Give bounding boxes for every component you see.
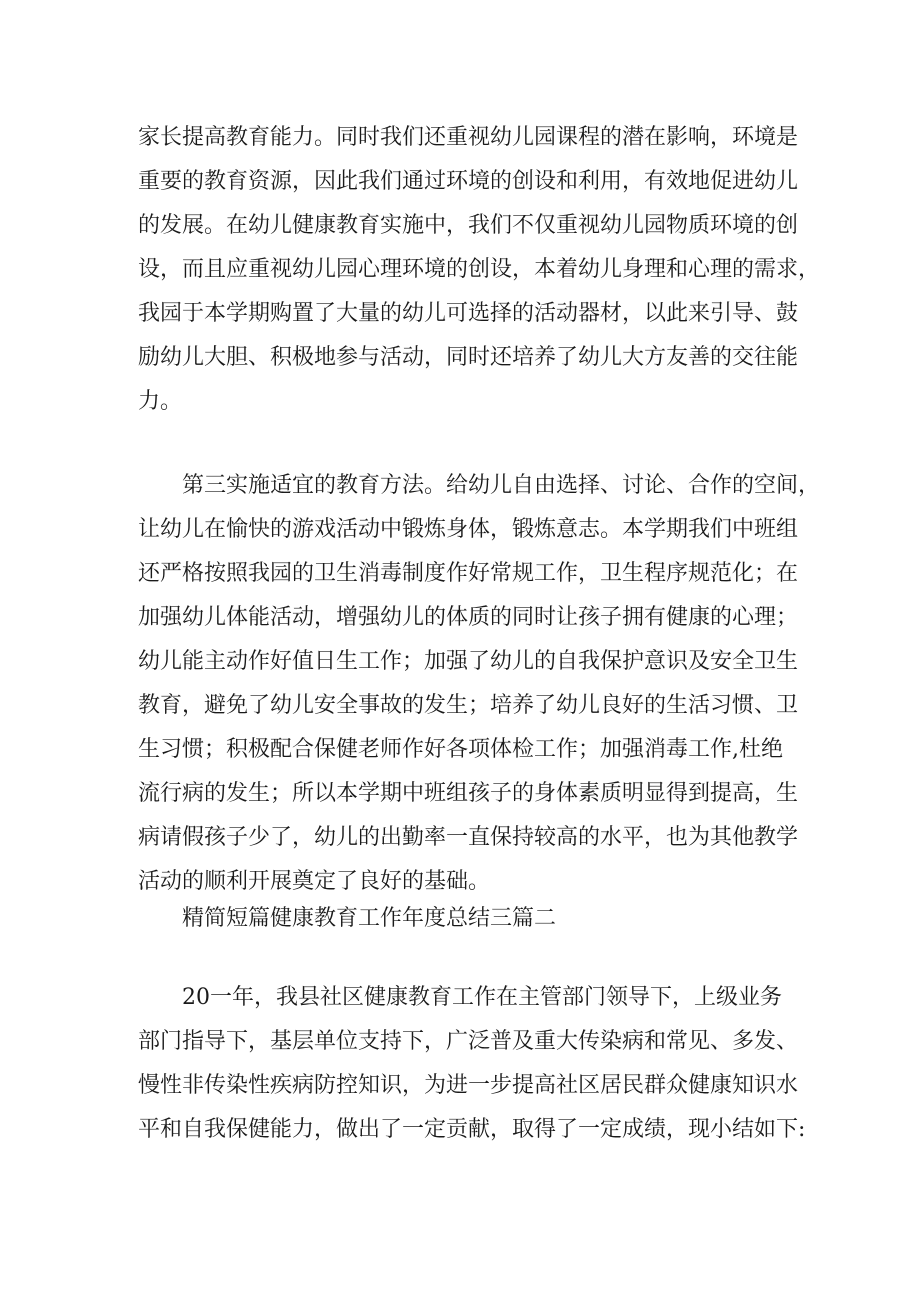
paragraph-line: 还严格按照我园的卫生消毒制度作好常规工作，卫生程序规范化；在	[138, 561, 799, 586]
paragraph-community-summary	[138, 976, 806, 1152]
paragraph-environment	[138, 116, 821, 424]
paragraph-line: 平和自我保健能力，做出了一定贡献，取得了一定成绩，现小结如下:	[138, 1117, 806, 1142]
paragraph-line: 重要的教育资源，因此我们通过环境的创设和利用，有效地促进幼儿	[138, 169, 799, 194]
paragraph-line: 部门指导下，基层单位支持下，广泛普及重大传染病和常见、多发、	[138, 1029, 799, 1054]
section-heading-text: 精简短篇健康教育工作年度总结三篇二	[138, 906, 557, 931]
paragraph-line: 设，而且应重视幼儿园心理环境的创设，本着幼儿身理和心理的需求，	[138, 257, 821, 282]
paragraph-line: 生习惯；积极配合保健老师作好各项体检工作；加强消毒工作,杜绝	[138, 737, 783, 762]
paragraph-line: 慢性非传染性疾病防控知识，为进一步提高社区居民群众健康知识水	[138, 1073, 799, 1098]
paragraph-line: 我园于本学期购置了大量的幼儿可选择的活动器材，以此来引导、鼓	[138, 301, 799, 326]
paragraph-line: 家长提高教育能力。同时我们还重视幼儿园课程的潜在影响，环境是	[138, 125, 799, 150]
paragraph-line: 20一年，我县社区健康教育工作在主管部门领导下，上级业务	[138, 985, 782, 1010]
paragraph-line: 的发展。在幼儿健康教育实施中，我们不仅重视幼儿园物质环境的创	[138, 213, 799, 238]
paragraph-line: 活动的顺利开展奠定了良好的基础。	[138, 869, 491, 894]
paragraph-line: 第三实施适宜的教育方法。给幼儿自由选择、讨论、合作的空间，	[138, 473, 821, 498]
paragraph-line: 教育，避免了幼儿安全事故的发生；培养了幼儿良好的生活习惯、卫	[138, 693, 799, 718]
paragraph-line: 流行病的发生；所以本学期中班组孩子的身体素质明显得到提高，生	[138, 781, 799, 806]
paragraph-line: 病请假孩子少了，幼儿的出勤率一直保持较高的水平，也为其他教学	[138, 825, 799, 850]
paragraph-line: 让幼儿在愉快的游戏活动中锻炼身体，锻炼意志。本学期我们中班组	[138, 517, 799, 542]
paragraph-teaching-methods	[138, 464, 821, 904]
paragraph-line: 力。	[138, 389, 183, 414]
paragraph-line: 励幼儿大胆、积极地参与活动，同时还培养了幼儿大方友善的交往能	[138, 345, 799, 370]
paragraph-line: 加强幼儿体能活动，增强幼儿的体质的同时让孩子拥有健康的心理；	[138, 605, 799, 630]
paragraph-line: 幼儿能主动作好值日生工作；加强了幼儿的自我保护意识及安全卫生	[138, 649, 799, 674]
section-heading	[138, 897, 788, 941]
